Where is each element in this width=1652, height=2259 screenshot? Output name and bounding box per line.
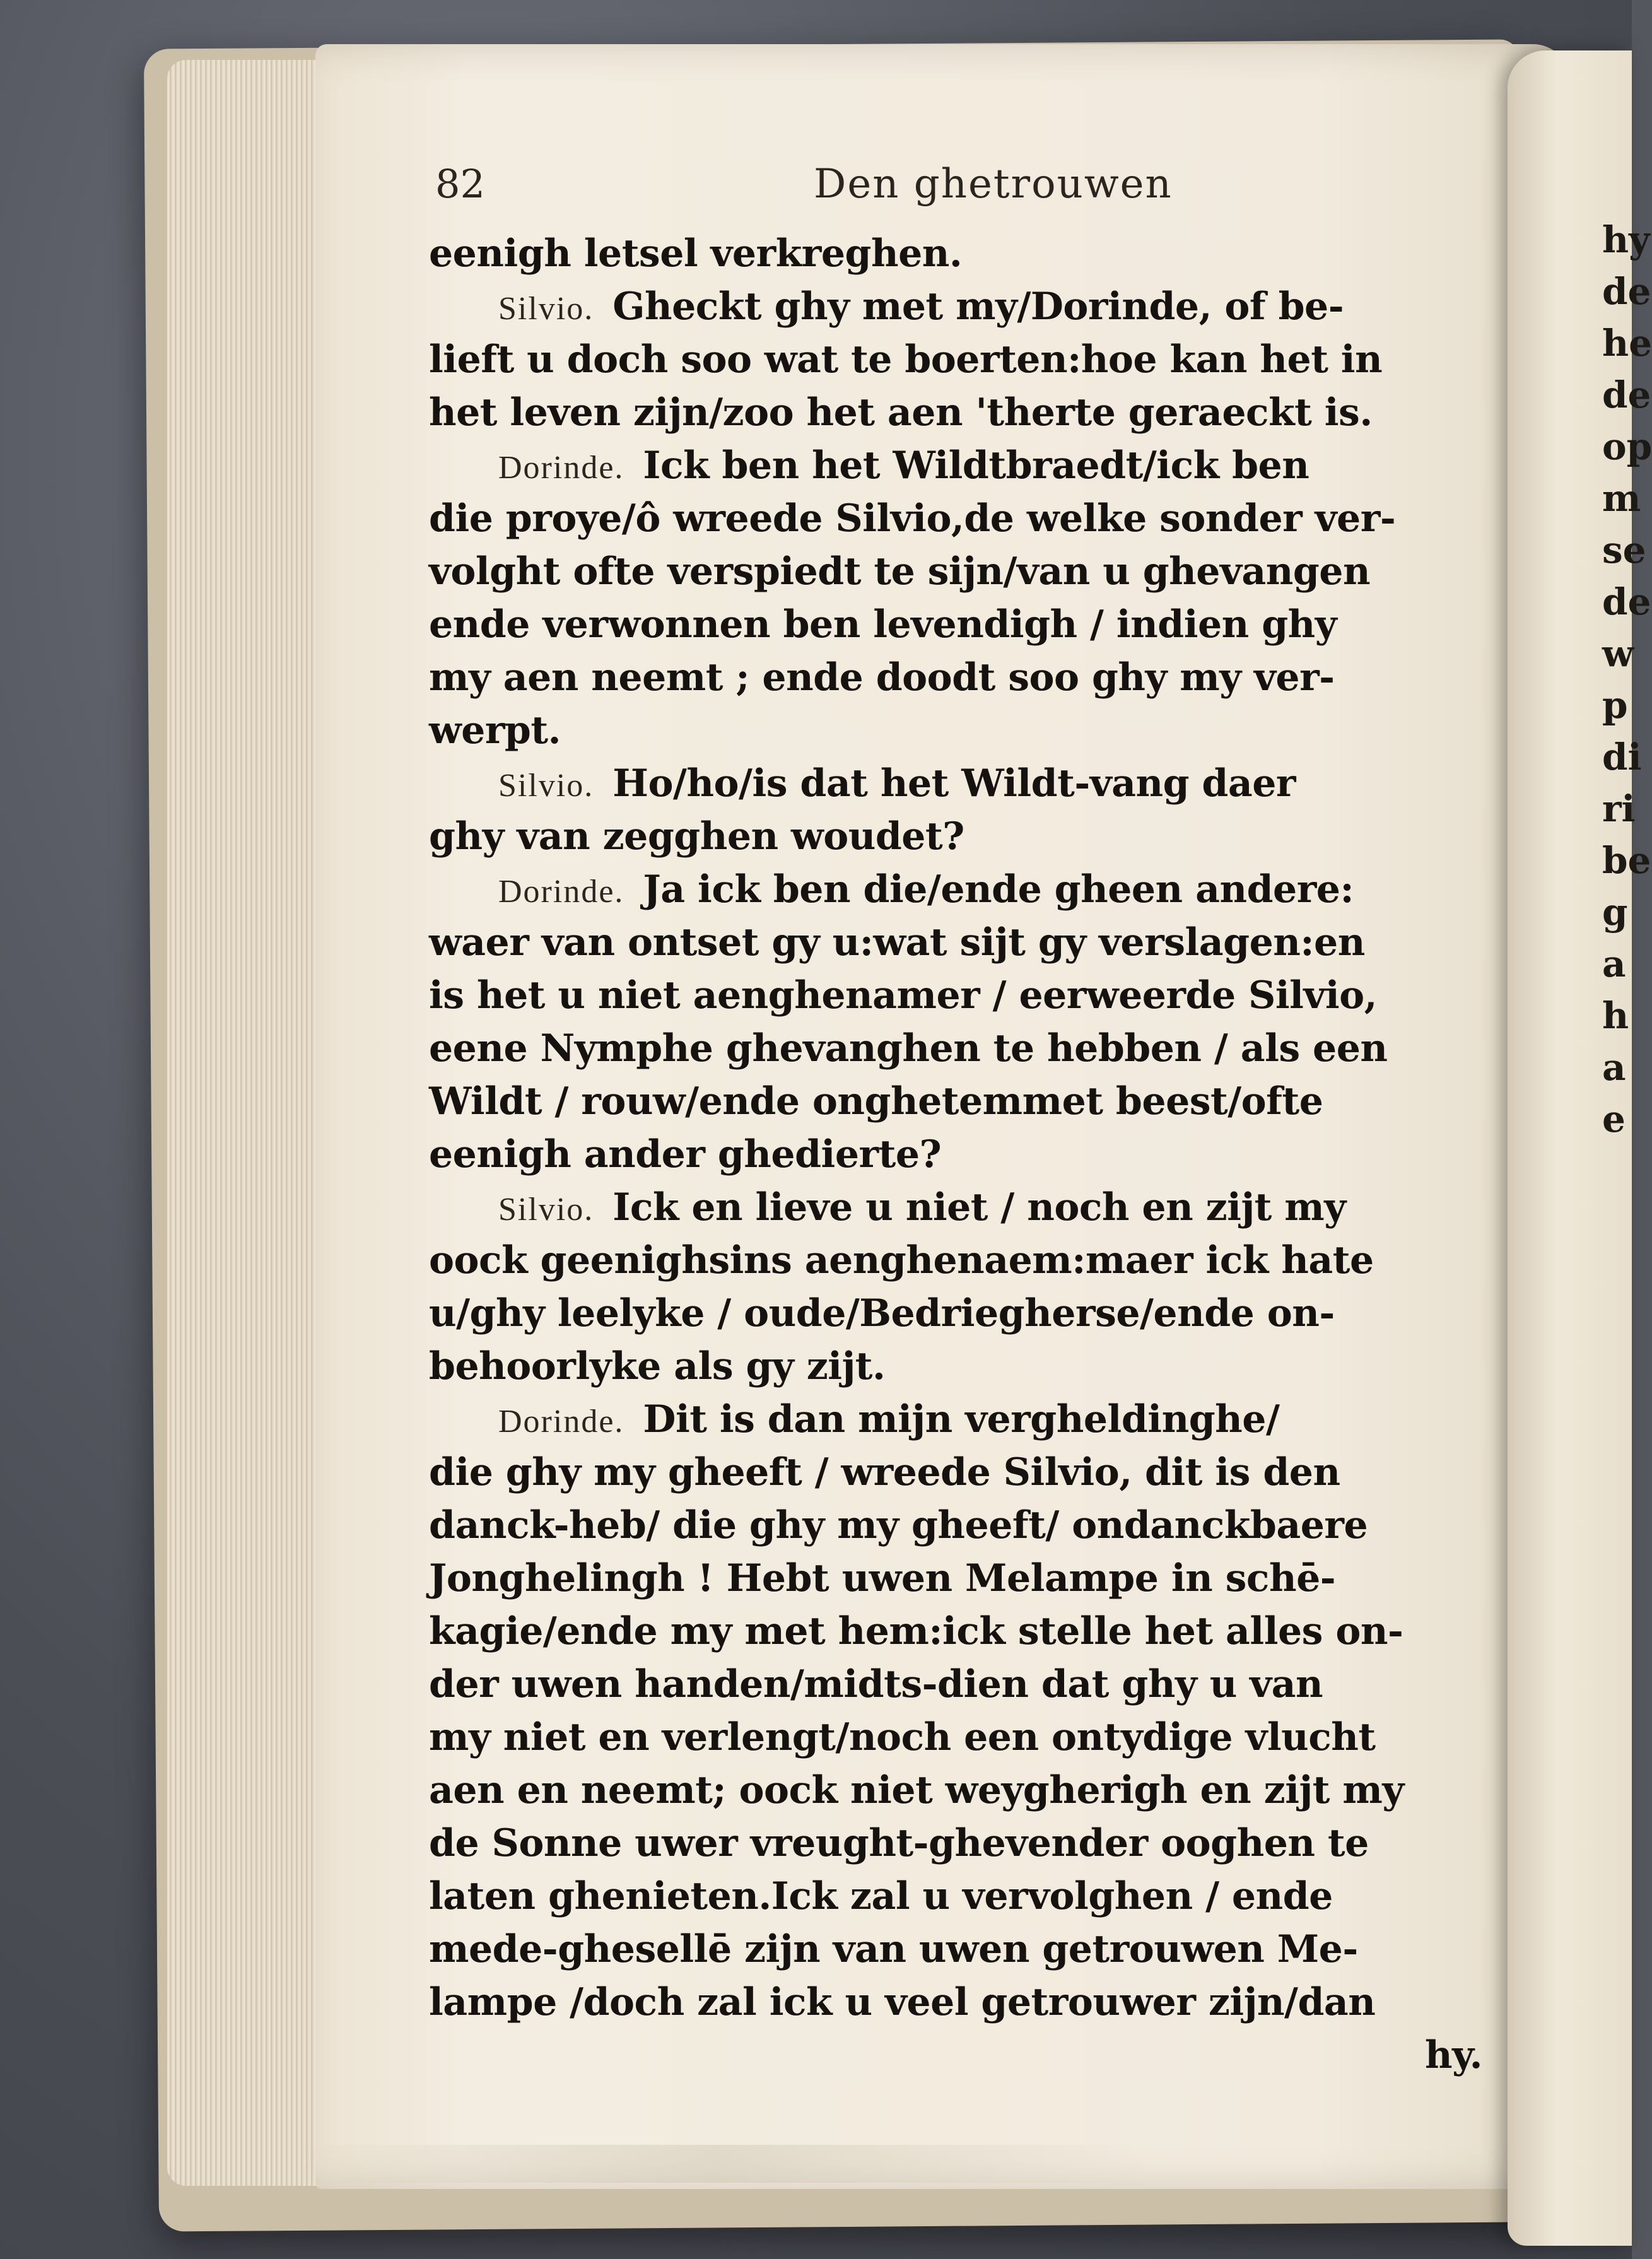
- line-text: oock geenighsins aenghenaem:maer ick hate: [429, 1238, 1374, 1282]
- line-text: Dit is dan mijn vergheldinghe/: [643, 1397, 1280, 1441]
- line-text: Gheckt ghy met my/Dorinde, of be-: [612, 285, 1344, 329]
- facing-page-fragment: de: [1602, 580, 1651, 623]
- line-text: der uwen handen/midts-dien dat ghy u van: [429, 1662, 1323, 1706]
- page-header: [435, 161, 1255, 218]
- text-line: [429, 757, 1482, 810]
- line-text: is het u niet aenghenamer / eerweerde Silvio,: [429, 973, 1378, 1018]
- text-line: [429, 1817, 1482, 1870]
- facing-page: [1508, 50, 1652, 2246]
- facing-page-fragment: a: [1602, 1046, 1626, 1089]
- line-text: Ja ick ben die/ende gheen andere:: [643, 867, 1354, 912]
- line-text: eenigh letsel verkreghen.: [429, 232, 963, 276]
- line-text: lampe /doch zal ick u veel getrouwer zijn/dan: [429, 1980, 1376, 2024]
- text-line: [429, 1393, 1482, 1446]
- line-text: hy.: [1425, 2033, 1482, 2077]
- text-line: [429, 1075, 1482, 1128]
- facing-page-fragment: w: [1602, 632, 1634, 675]
- facing-page-fragment: p: [1602, 684, 1628, 727]
- text-line: [429, 1340, 1482, 1393]
- line-text: my niet en verlengt/noch een ontydige vlucht: [429, 1715, 1376, 1759]
- line-text: lieft u doch soo wat te boerten:hoe kan het in: [429, 337, 1383, 382]
- facing-page-fragment: m: [1602, 477, 1641, 520]
- line-text: het leven zijn/zoo het aen 'therte geraeckt is.: [429, 390, 1373, 435]
- text-line: [429, 1552, 1482, 1605]
- line-text: ghy van zegghen woudet?: [429, 814, 964, 859]
- text-line: [429, 1658, 1482, 1711]
- text-line: [429, 1128, 1482, 1181]
- speaker-name: Dorinde.: [498, 450, 624, 486]
- page-edges: [167, 60, 319, 2186]
- facing-page-fragment: a: [1602, 942, 1626, 985]
- page-stain: [271, 2145, 1154, 2183]
- speaker-name: Silvio.: [498, 1192, 594, 1228]
- facing-page-fragment: se: [1602, 529, 1646, 572]
- facing-page-fragment: be: [1602, 839, 1651, 882]
- text-line: [429, 704, 1482, 757]
- text-line: [429, 1499, 1482, 1552]
- line-text: danck-heb/ die ghy my gheeft/ ondanckbaere: [429, 1503, 1368, 1547]
- text-line: [429, 492, 1482, 545]
- line-text: aen en neemt; oock niet weygherigh en zijt my: [429, 1768, 1404, 1812]
- line-text: laten ghenieten.Ick zal u vervolghen / ende: [429, 1874, 1333, 1918]
- text-line: [429, 598, 1482, 651]
- text-line: [429, 1234, 1482, 1287]
- facing-page-fragment: op: [1602, 425, 1652, 468]
- text-line: [429, 1923, 1482, 1976]
- line-text: eenigh ander ghedierte?: [429, 1132, 942, 1176]
- running-title: Den ghetrouwen: [814, 161, 1173, 208]
- text-line: [429, 916, 1482, 969]
- line-text: waer van ontset gy u:wat sijt gy verslagen:en: [429, 920, 1365, 965]
- text-line: [429, 1605, 1482, 1658]
- facing-page-fragment: di: [1602, 736, 1642, 778]
- speaker-name: Silvio.: [498, 291, 594, 327]
- text-line: [429, 386, 1482, 439]
- speaker-name: Silvio.: [498, 768, 594, 804]
- text-line: [429, 651, 1482, 704]
- text-line: [429, 1181, 1482, 1234]
- text-line: [429, 863, 1482, 916]
- line-text: Ho/ho/is dat het Wildt-vang daer: [612, 761, 1296, 806]
- line-text: de Sonne uwer vreught-ghevender ooghen te: [429, 1821, 1369, 1865]
- facing-page-fragment: hy: [1602, 218, 1650, 261]
- text-line: [429, 1976, 1482, 2029]
- line-text: mede-ghesellē zijn van uwen getrouwen Me-: [429, 1927, 1358, 1971]
- text-line: [429, 1446, 1482, 1499]
- text-line: [429, 1022, 1482, 1075]
- body-text: [429, 227, 1482, 2082]
- text-line: [429, 1764, 1482, 1817]
- text-line: [429, 2029, 1482, 2082]
- text-line: [429, 333, 1482, 386]
- text-line: [429, 969, 1482, 1022]
- line-text: kagie/ende my met hem:ick stelle het alles on-: [429, 1609, 1403, 1653]
- line-text: Ick en lieve u niet / noch en zijt my: [612, 1185, 1346, 1229]
- line-text: Jonghelingh ! Hebt uwen Melampe in schē-: [429, 1556, 1336, 1600]
- line-text: die proye/ô wreede Silvio,de welke sonder ver-: [429, 496, 1396, 541]
- facing-page-fragment: h: [1602, 994, 1629, 1037]
- facing-page-fragment: de: [1602, 373, 1651, 416]
- text-line: [429, 280, 1482, 333]
- line-text: my aen neemt ; ende doodt soo ghy my ver-: [429, 655, 1335, 700]
- facing-page-fragment: g: [1602, 891, 1628, 934]
- facing-page-fragment: ri: [1602, 787, 1636, 830]
- line-text: Wildt / rouw/ende onghetemmet beest/ofte: [429, 1079, 1323, 1124]
- text-line: [429, 545, 1482, 598]
- line-text: eene Nymphe ghevanghen te hebben / als een: [429, 1026, 1388, 1071]
- line-text: ende verwonnen ben levendigh / indien ghy: [429, 602, 1337, 647]
- line-text: volght ofte verspiedt te sijn/van u ghevangen: [429, 549, 1371, 594]
- text-line: [429, 1870, 1482, 1923]
- line-text: behoorlyke als gy zijt.: [429, 1344, 886, 1388]
- facing-page-fragment: de: [1602, 270, 1651, 313]
- speaker-name: Dorinde.: [498, 874, 624, 910]
- line-text: u/ghy leelyke / oude/Bedriegherse/ende on-: [429, 1291, 1335, 1335]
- line-text: werpt.: [429, 708, 561, 753]
- line-text: Ick ben het Wildtbraedt/ick ben: [643, 443, 1309, 488]
- text-line: [429, 1287, 1482, 1340]
- speaker-name: Dorinde.: [498, 1404, 624, 1440]
- page-number: 82: [435, 161, 485, 207]
- text-line: [429, 227, 1482, 280]
- text-line: [429, 810, 1482, 863]
- text-line: [429, 439, 1482, 492]
- line-text: die ghy my gheeft / wreede Silvio, dit is den: [429, 1450, 1340, 1494]
- text-line: [429, 1711, 1482, 1764]
- facing-page-fragment: he: [1602, 322, 1652, 365]
- facing-page-fragment: e: [1602, 1098, 1626, 1141]
